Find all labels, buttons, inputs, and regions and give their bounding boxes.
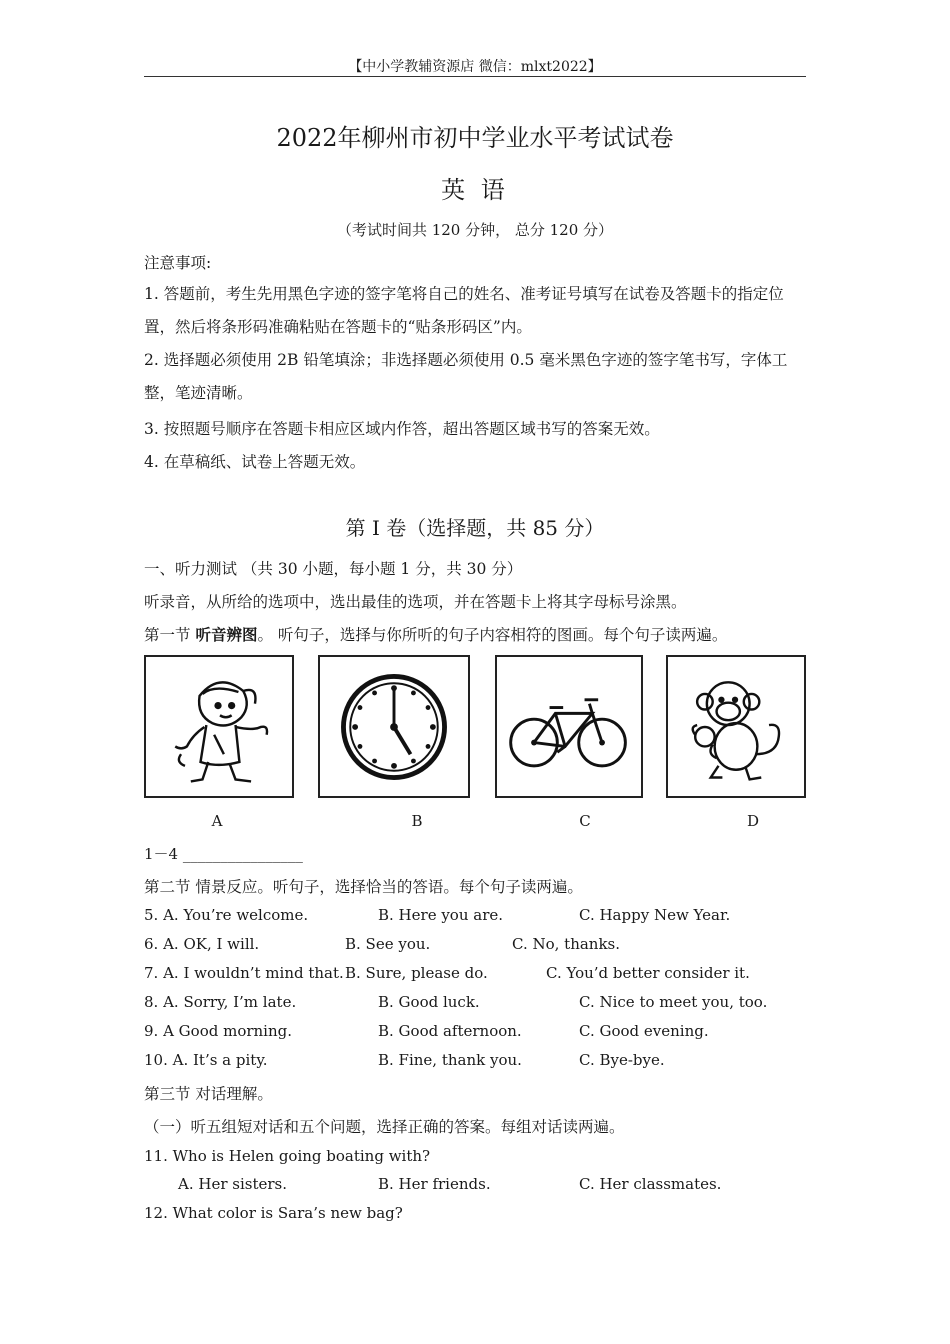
bicycle-icon [497,657,641,796]
picture-a [144,655,294,798]
q10-option-c: C. Bye-bye. [579,1051,665,1069]
exam-title: 2022年柳州市初中学业水平考试试卷 [276,124,674,152]
q11-question: 11. Who is Helen going boating with? [144,1147,431,1165]
q9-option-c: C. Good evening. [579,1022,709,1040]
notice-item-4: 4. 在草稿纸、试卷上答题无效。 [144,453,366,471]
clock-icon [320,657,468,796]
q10-option-b: B. Fine, thank you. [378,1051,522,1069]
q10-option-a: 10. A. It’s a pity. [144,1051,268,1069]
q7-option-a: 7. A. I wouldn’t mind that. [144,964,344,982]
page-header: 【中小学教辅资源店 微信：mlxt2022】 [348,59,602,75]
picture-b [318,655,470,798]
section3-instruction: （一）听五组短对话和五个问题，选择正确的答案。每组对话读两遍。 [144,1118,625,1136]
q11-option-b: B. Her friends. [378,1175,491,1193]
part1-title: 第 I 卷（选择题，共 85 分） [345,516,605,540]
picture-label-a: A [211,812,223,830]
picture-label-b: B [411,812,423,830]
listening-instruction: 听录音，从所给的选项中，选出最佳的选项，并在答题卡上将其字母标号涂黑。 [144,593,687,611]
q5-option-c: C. Happy New Year. [579,906,731,924]
q11-option-a: A. Her sisters. [178,1175,287,1193]
picture-d [666,655,806,798]
section1-instruction [144,623,727,645]
exam-subject: 英 语 [441,176,509,204]
q12-question: 12. What color is Sara’s new bag? [144,1204,403,1222]
monkey-icon [668,657,804,796]
exam-duration: （考试时间共 120 分钟， 总分 120 分） [336,221,614,239]
q6-option-b: B. See you. [345,935,431,953]
q8-option-c: C. Nice to meet you, too. [579,993,768,1011]
q5-option-a: 5. A. You’re welcome. [144,906,309,924]
header-rule [144,76,806,77]
picture-label-c: C [579,812,591,830]
listening-heading: 一、听力测试 （共 30 小题，每小题 1 分，共 30 分） [144,560,523,578]
picture-label-d: D [746,812,760,830]
section1-bold: 听音辨图 [195,625,258,644]
q11-option-c: C. Her classmates. [579,1175,722,1193]
section2-instruction: 第二节 情景反应。听句子，选择恰当的答语。每个句子读两遍。 [144,878,583,896]
notice-item-3: 3. 按照题号顺序在答题卡相应区域内作答，超出答题区域书写的答案无效。 [144,420,660,438]
q9-option-b: B. Good afternoon. [378,1022,522,1040]
notice-heading: 注意事项: [144,254,212,272]
picture-c [495,655,643,798]
answer-blank: 1－4 ________________ [144,845,303,863]
q7-option-c: C. You’d better consider it. [546,964,750,982]
section1-prefix: 第一节 [144,626,196,644]
q8-option-b: B. Good luck. [378,993,480,1011]
q8-option-a: 8. A. Sorry, I’m late. [144,993,297,1011]
notice-item-2: 2. 选择题必须使用 2B 铅笔填涂；非选择题必须使用 0.5 毫米黑色字迹的签字笔书写，字体工整，笔迹清晰。 [144,351,788,402]
section3-heading: 第三节 对话理解。 [144,1085,273,1103]
q9-option-a: 9. A Good morning. [144,1022,293,1040]
notice-item-1: 1. 答题前，考生先用黑色字迹的签字笔将自己的姓名、准考证号填写在试卷及答题卡的指定位置，然后将条形码准确粘贴在答题卡的“贴条形码区”内。 [144,285,784,336]
q6-option-c: C. No, thanks. [512,935,621,953]
q5-option-b: B. Here you are. [378,906,504,924]
q7-option-b: B. Sure, please do. [345,964,488,982]
q6-option-a: 6. A. OK, I will. [144,935,260,953]
girl-icon [146,657,292,796]
section1-rest: 。 听句子，选择与你所听的句子内容相符的图画。每个句子读两遍。 [257,626,728,644]
